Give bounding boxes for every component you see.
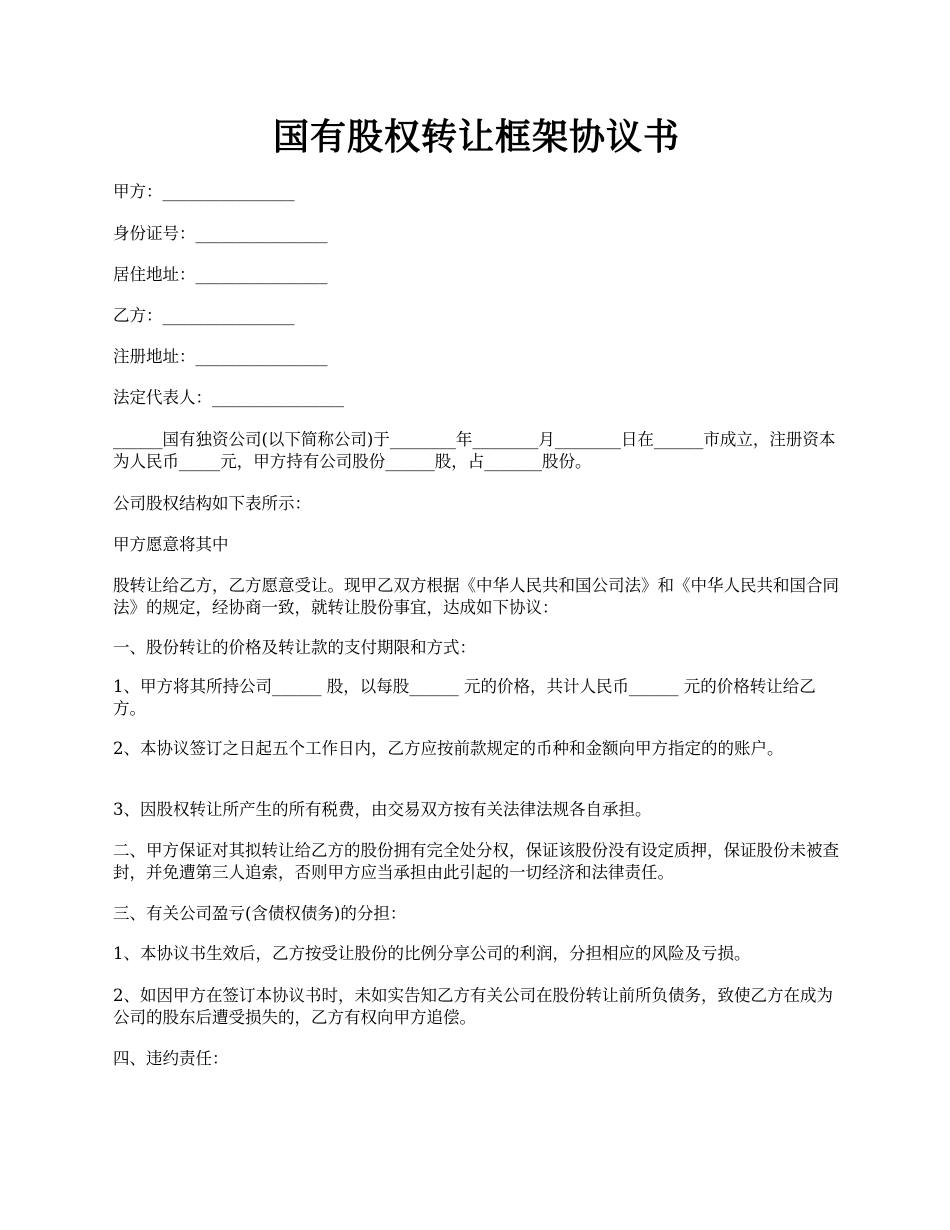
equity-structure-paragraph: 公司股权结构如下表所示： — [113, 494, 311, 513]
section-4-heading: 四、违约责任： — [113, 1049, 229, 1068]
party-b-line: 乙方：________________ — [113, 306, 295, 325]
section-1-clause-2: 2、本协议签订之日起五个工作日内，乙方应按前款规定的币种和金额向甲方指定的的账户。 — [113, 739, 784, 758]
company-info-paragraph: ______国有独资公司(以下简称公司)于________年________月________日在______市成立，注册资本为人民币_____元，甲方持有公司股份______股，占_______股份。 — [113, 430, 836, 471]
section-3-clause-1: 1、本协议书生效后，乙方按受让股份的比例分享公司的利润，分担相应的风险及亏损。 — [113, 944, 751, 963]
section-1-heading: 一、股份转让的价格及转让款的支付期限和方式： — [113, 638, 476, 657]
legal-representative-line: 法定代表人：________________ — [113, 388, 344, 407]
agreement-basis-paragraph: 股转让给乙方，乙方愿意受让。现甲乙双方根据《中华人民共和国公司法》和《中华人民共和国合同法》的规定，经协商一致，就转让股份事宜，达成如下协议： — [113, 576, 839, 617]
residence-address-line: 居住地址：________________ — [113, 265, 328, 284]
transfer-intent-paragraph: 甲方愿意将其中 — [113, 535, 229, 554]
party-a-line: 甲方：________________ — [113, 182, 295, 201]
registered-address-line: 注册地址：________________ — [113, 347, 328, 366]
document-title: 国有股权转让框架协议书 — [272, 116, 680, 158]
section-1-clause-1: 1、甲方将其所持公司______ 股，以每股______ 元的价格，共计人民币______ 元的价格转让给乙方。 — [113, 677, 816, 718]
section-2-paragraph: 二、甲方保证对其拟转让给乙方的股份拥有完全处分权，保证该股份没有设定质押，保证股份未被查封，并免遭第三人追索，否则甲方应当承担由此引起的一切经济和法律责任。 — [113, 841, 839, 882]
section-1-clause-3: 3、因股权转让所产生的所有税费，由交易双方按有关法律法规各自承担。 — [113, 800, 652, 819]
section-3-clause-2: 2、如因甲方在签订本协议书时，未如实告知乙方有关公司在股份转让前所负债务，致使乙方在成为公司的股东后遭受损失的，乙方有权向甲方追偿。 — [113, 986, 833, 1027]
id-number-line: 身份证号：________________ — [113, 224, 328, 243]
section-3-heading: 三、有关公司盈亏(含债权债务)的分担： — [113, 904, 407, 923]
